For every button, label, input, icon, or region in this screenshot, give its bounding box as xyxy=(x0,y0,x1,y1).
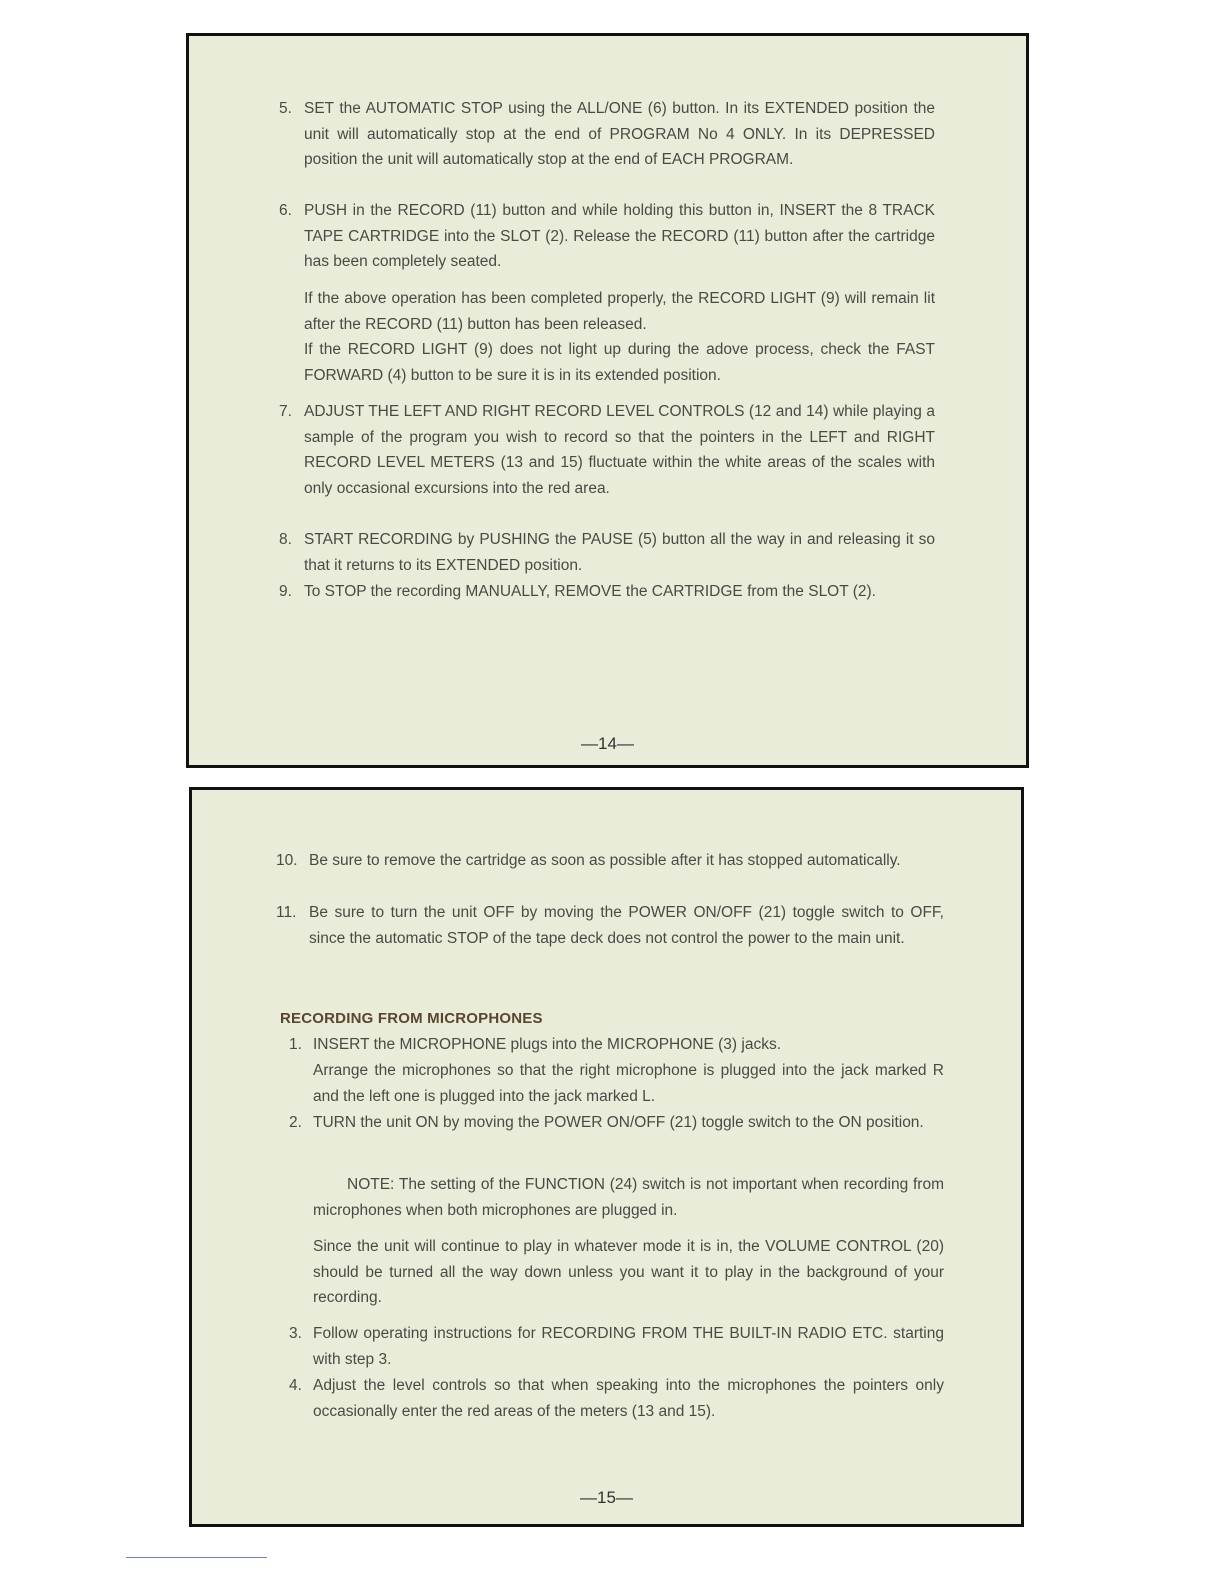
mic-step-3 xyxy=(289,1321,944,1372)
step-number: 6. xyxy=(279,202,292,219)
step-text: INSERT the MICROPHONE plugs into the MICROPHONE (3) jacks. xyxy=(313,1036,781,1053)
function-switch-note: NOTE: The setting of the FUNCTION (24) switch is not important when recording from microphones when both microphones are plugged in. xyxy=(313,1176,944,1219)
section-heading: RECORDING FROM MICROPHONES xyxy=(280,1010,543,1027)
step-text: Be sure to remove the cartridge as soon as possible after it has stopped automatically. xyxy=(309,852,901,869)
step-text: Adjust the level controls so that when speaking into the microphones the pointers only occasionally enter the red areas of the meters (13 and 15). xyxy=(313,1377,944,1420)
step-text: START RECORDING by PUSHING the PAUSE (5) button all the way in and releasing it so that it returns to its EXTENDED position. xyxy=(304,531,935,574)
step-number: 2. xyxy=(289,1114,302,1131)
step-number: 10. xyxy=(276,852,298,869)
page-number: —15— xyxy=(580,1488,633,1507)
step-text: To STOP the recording MANUALLY, REMOVE the CARTRIDGE from the SLOT (2). xyxy=(304,583,876,600)
step-10 xyxy=(276,848,944,874)
step-number: 3. xyxy=(289,1325,302,1342)
step-number: 4. xyxy=(289,1377,302,1394)
step-7 xyxy=(279,399,935,501)
step-number: 8. xyxy=(279,531,292,548)
step-text: TURN the unit ON by moving the POWER ON/OFF (21) toggle switch to the ON position. xyxy=(313,1114,924,1131)
footer-rule xyxy=(126,1557,267,1558)
step-text: ADJUST THE LEFT AND RIGHT RECORD LEVEL CONTROLS (12 and 14) while playing a sample of the program you wish to record so that the pointers in the LEFT and RIGHT RECORD LEVEL METERS (13 and 15) fluctuate within the white areas of the scales with only occasional excursions into the red area. xyxy=(304,403,935,497)
step-number: 9. xyxy=(279,583,292,600)
step-number: 7. xyxy=(279,403,292,420)
step-8 xyxy=(279,527,935,578)
step-text: Follow operating instructions for RECORDING FROM THE BUILT-IN RADIO ETC. starting with step 3. xyxy=(313,1325,944,1368)
record-light-note-2: If the RECORD LIGHT (9) does not light up during the adove process, check the FAST FORWARD (4) button to be sure it is in its extended position. xyxy=(304,341,935,384)
manual-page-15 xyxy=(189,787,1024,1527)
step-text: SET the AUTOMATIC STOP using the ALL/ONE (6) button. In its EXTENDED position the unit will automatically stop at the end of PROGRAM No 4 ONLY. In its DEPRESSED position the unit will automatically stop at the end of EACH PROGRAM. xyxy=(304,100,935,168)
manual-page-14 xyxy=(186,33,1029,768)
mic-arrangement-note: Arrange the microphones so that the right microphone is plugged into the jack marked R and the left one is plugged into the jack marked L. xyxy=(313,1062,944,1105)
mic-step-4 xyxy=(289,1373,944,1424)
record-light-note-1: If the above operation has been completed properly, the RECORD LIGHT (9) will remain lit after the RECORD (11) button has been released. xyxy=(304,290,935,333)
volume-control-note: Since the unit will continue to play in whatever mode it is in, the VOLUME CONTROL (20) should be turned all the way down unless you want it to play in the background of your recording. xyxy=(313,1238,944,1306)
step-text: PUSH in the RECORD (11) button and while holding this button in, INSERT the 8 TRACK TAPE CARTRIDGE into the SLOT (2). Release the RECORD (11) button after the cartridge has been completely seated. xyxy=(304,202,935,270)
step-text: Be sure to turn the unit OFF by moving the POWER ON/OFF (21) toggle switch to OFF, since the automatic STOP of the tape deck does not control the power to the main unit. xyxy=(309,904,944,947)
step-6 xyxy=(279,198,935,275)
step-number: 1. xyxy=(289,1036,302,1053)
step-number: 11. xyxy=(276,904,297,921)
step-5 xyxy=(279,96,935,173)
mic-step-2 xyxy=(289,1110,944,1136)
step-number: 5. xyxy=(279,100,292,117)
page-number: —14— xyxy=(581,734,634,753)
mic-step-1 xyxy=(289,1032,944,1058)
step-11 xyxy=(276,900,944,951)
step-9 xyxy=(279,579,935,605)
